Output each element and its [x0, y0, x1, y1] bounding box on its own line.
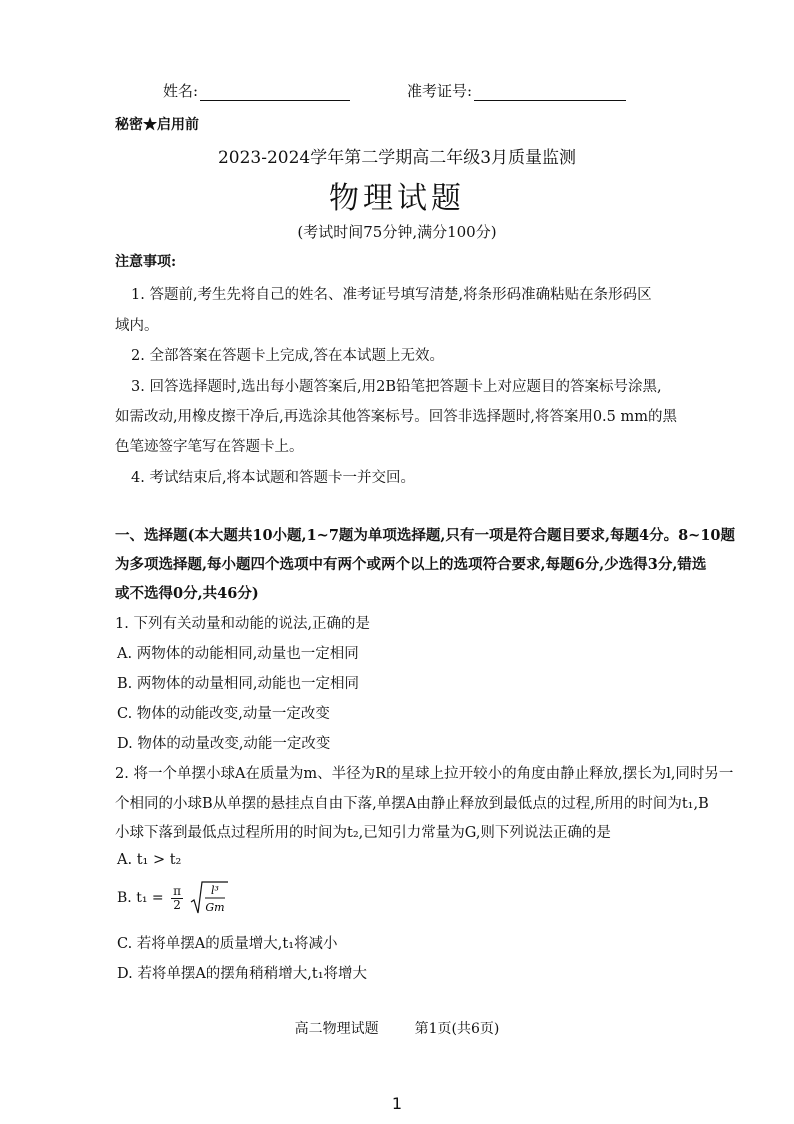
notice-item: 4. 考试结束后,将本试题和答题卡一并交回。 [131, 470, 416, 486]
section-heading-line: 一、选择题(本大题共10小题,1~7题为单项选择题,只有一项是符合题目要求,每题4分。8~10题 [115, 527, 736, 544]
exam-title: 2023-2024学年第二学期高二年级3月质量监测 [217, 148, 577, 168]
q2-option-b [117, 880, 229, 920]
notice-item: 3. 回答选择题时,选出每小题答案后,用2B铅笔把答题卡上对应题目的答案标号涂黑, [131, 379, 662, 395]
q1-option-c: C. 物体的动能改变,动量一定改变 [117, 706, 330, 722]
secret-label: 秘密★启用前 [115, 117, 199, 133]
name-blank-line[interactable] [200, 83, 350, 101]
main-title: 物理试题 [329, 181, 465, 216]
q2-stem-line: 2. 将一个单摆小球A在质量为m、半径为R的星球上拉开较小的角度由静止释放,摆长为l,同时另一 [115, 766, 734, 782]
notice-heading: 注意事项: [115, 254, 177, 270]
name-label: 姓名: [163, 82, 199, 100]
q1-stem: 1. 下列有关动量和动能的说法,正确的是 [115, 616, 371, 632]
q2-stem-line: 个相同的小球B从单摆的悬挂点自由下落,单摆A由静止释放到最低点的过程,所用的时间为t₁,B [115, 796, 709, 812]
id-label: 准考证号: [407, 82, 473, 100]
q1-option-b: B. 两物体的动量相同,动能也一定相同 [117, 676, 359, 692]
sqrt-icon [189, 880, 229, 916]
name-field [163, 80, 350, 101]
q2-option-b-coefficient [171, 885, 183, 912]
radicand-numerator: l³ [211, 884, 220, 897]
coefficient-denominator: 2 [173, 897, 181, 912]
notice-item: 1. 答题前,考生先将自己的姓名、准考证号填写清楚,将条形码准确粘贴在条形码区 [131, 287, 652, 303]
id-blank-line[interactable] [474, 83, 626, 101]
notice-item: 2. 全部答案在答题卡上完成,答在本试题上无效。 [131, 348, 445, 364]
notice-item: 色笔迹签字笔写在答题卡上。 [115, 439, 304, 455]
q1-option-a: A. 两物体的动能相同,动量也一定相同 [117, 646, 359, 662]
radicand-denominator: Gm [205, 901, 226, 914]
time-note: (考试时间75分钟,满分100分) [297, 223, 497, 241]
page-footer [0, 1018, 794, 1038]
notice-item: 如需改动,用橡皮擦干净后,再选涂其他答案标号。回答非选择题时,将答案用0.5 mm的黑 [115, 409, 677, 425]
q1-option-d: D. 物体的动量改变,动能一定改变 [117, 736, 331, 752]
id-field [407, 80, 626, 101]
q2-stem-line: 小球下落到最低点过程所用的时间为t₂,已知引力常量为G,则下列说法正确的是 [115, 825, 611, 841]
coefficient-numerator: π [173, 883, 181, 898]
q2-option-c: C. 若将单摆A的质量增大,t₁将减小 [117, 936, 338, 952]
footer-subject: 高二物理试题 [294, 1021, 379, 1037]
q2-option-d: D. 若将单摆A的摆角稍稍增大,t₁将增大 [117, 966, 368, 982]
q2-option-b-prefix: B. t₁ = [117, 890, 164, 906]
section-heading-line: 为多项选择题,每小题四个选项中有两个或两个以上的选项符合要求,每题6分,少选得3分,错选 [115, 556, 707, 573]
q2-option-a: A. t₁ > t₂ [117, 852, 182, 868]
page-number: 1 [391, 1094, 403, 1113]
notice-item: 域内。 [115, 318, 159, 334]
footer-page-info: 第1页(共6页) [414, 1021, 500, 1037]
section-heading-line: 或不选得0分,共46分) [115, 585, 259, 602]
